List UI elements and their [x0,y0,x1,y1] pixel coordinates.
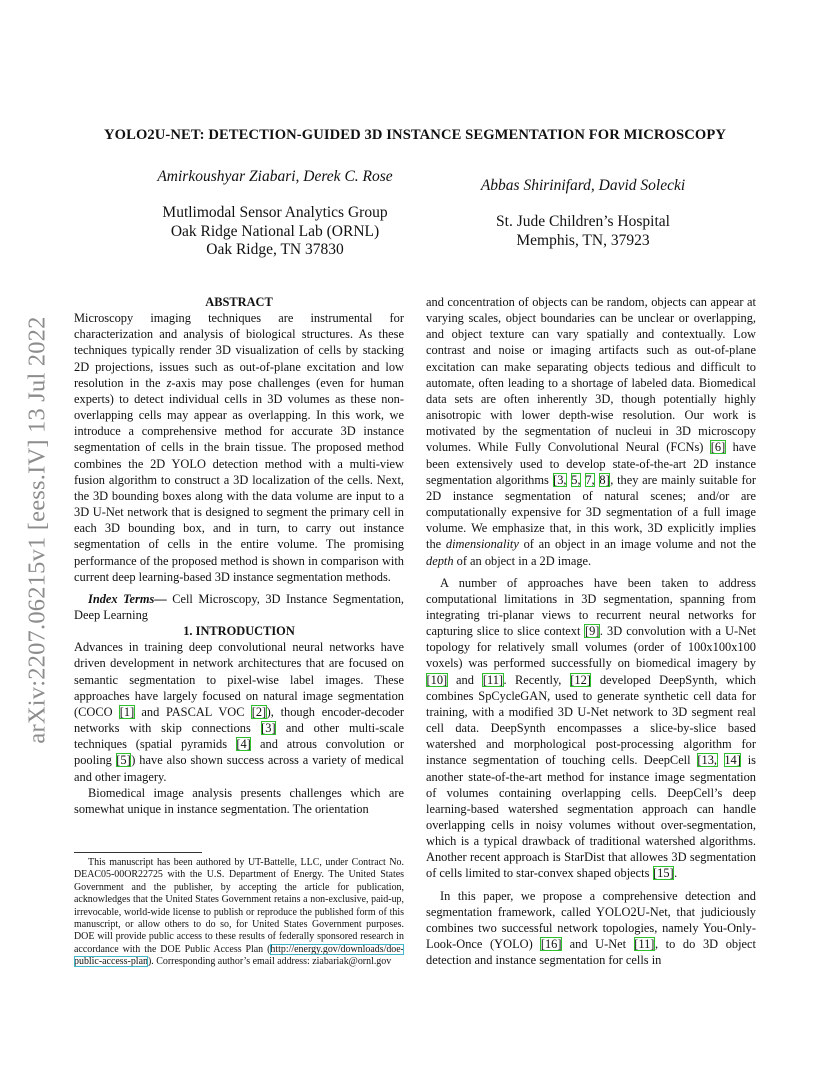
citation-link[interactable]: [4] [236,737,251,752]
citation-link[interactable]: [3, [553,472,567,487]
arxiv-id-text: arXiv:2207.06215v1 [eess.IV] 13 Jul 2022 [24,316,52,744]
citation-link[interactable]: 14] [724,753,741,768]
citation-link[interactable]: [15] [653,866,674,881]
affiliation-line: Mutlimodal Sensor Analytics Group [162,204,388,221]
citation-link[interactable]: [3] [261,721,276,736]
index-terms-label: Index Terms— [88,591,167,606]
author-block-st-jude [418,176,748,250]
citation-link[interactable]: [5] [116,753,131,768]
left-column [74,294,404,817]
introduction-heading: 1. INTRODUCTION [183,624,295,639]
citation-link[interactable]: [11] [482,672,504,687]
citation-link[interactable]: [9] [584,624,600,639]
abstract-heading: ABSTRACT [205,295,273,309]
citation-link[interactable]: 8] [599,472,610,487]
citation-link[interactable]: [10] [426,672,448,687]
intro-paragraph-2-start: Biomedical image analysis presents challenges which are somewhat unique in instance segmentation. The orientation [74,785,404,816]
citation-link[interactable]: [12] [570,672,591,687]
citation-link[interactable]: [1] [119,704,135,719]
citation-link[interactable]: [16] [540,937,562,952]
footnote: This manuscript has been authored by UT-Battelle, LLC, under Contract No. DEAC05-00OR22725 with the U.S. Department of Energy. The United States Government and the publisher, by accepting the article for publication, acknowledges that the United States Government retains a non-exclusive, paid-up, irrevocable, world-wide license to publish or reproduce the published form of this manuscript, or allow others to do so, for United States Government purposes. DOE will provide public access to these results of federally sponsored research in accordance with the DOE Public Access Plan (http://energy.gov/downloads/doe-public-access-plan). Corresponding author’s email address: ziabariak@ornl.gov [74,857,404,968]
doe-public-access-link[interactable]: http://energy.gov/downloads/doe-public-access-plan [74,943,404,968]
affiliation-line: St. Jude Children’s Hospital [496,213,670,230]
affiliation-line: Oak Ridge National Lab (ORNL) [170,222,380,240]
citation-link[interactable]: [6] [710,440,726,455]
citation-link[interactable]: 7, [585,472,595,487]
arxiv-identifier-stamp [18,295,58,765]
index-terms: Index Terms— Cell Microscopy, 3D Instance Segmentation, Deep Learning [74,591,404,622]
affiliation-line: Memphis, TN, 37923 [516,231,650,249]
citation-link[interactable]: 5, [571,472,581,487]
abstract-text: Microscopy imaging techniques are instrumental for characterization and analysis of biological structures. As these techniques typically render 3D visualization of cells by stacking 2D projections, issues such as out-of-plane excitation and low resolution in the z-axis may pose challenges (even for human experts) to detect individual cells in 3D volumes as these non-overlapping cells may appear as overlapping. In this work, we introduce a comprehensive method for accurate 3D instance segmentation of cells in the brain tissue. The proposed method combines the 2D YOLO detection method with a multi-view fusion algorithm to construct a 3D localization of the cells. Next, the 3D bounding boxes along with the data volume are input to a 3D U-Net network that is designed to segment the primary cell in each 3D bounding box, and in turn, to carry out instance segmentation of cells in the entire volume. The promising performance of the proposed method is shown in comparison with current deep learning-based 3D instance segmentation methods. [74,311,404,584]
citation-link[interactable]: [2] [251,704,267,719]
right-column [426,294,756,968]
citation-link[interactable]: [13, [697,753,718,768]
footnote-divider [74,852,202,853]
author-names: Amirkoushyar Ziabari, Derek C. Rose [157,168,393,185]
intro-paragraph-2-cont: and concentration of objects can be random, objects can appear at varying scales, object boundaries can be unclear or overlapping, and object texture can vary spatially and contextually. Low contrast and noise or imaging artifacts such as out-of-plane excitation can make separating objects tedious and difficult to automate, often leading to a shortage of labeled data. Biomedical data sets are often inherently 3D, though potentially highly anisotropic with lower depth-wise resolution. Our work is motivated by the segmentation of nucleui in 3D microscopy volumes. While Fully Convolutional Neural (FCNs) [6] have been extensively used to develop state-of-the-art 2D instance segmentation algorithms [3, 5, 7, 8], they are mainly suitable for 2D instance segmentation of natural scenes; and/or are computationally expensive for 3D segmentation of a full image volume. We emphasize that, in this work, 3D explicitly implies the dimensionality of an object in an image volume and not the depth of an object in a 2D image. [426,295,756,568]
intro-paragraph-3: A number of approaches have been taken to address computational limitations in 3D segmentation, spanning from integrating tri-planar views to recurrent neural networks for capturing slice to slice context [9]. 3D convolution with a U-Net topology for relatively small volumes (order of 100x100x100 voxels) was performed successfully on biomedical imagery by [10] and [11]. Recently, [12] developed DeepSynth, which combines SpCycleGAN, used to generate synthetic cell data for training, with a modified 3D U-Net network to 3D segment real cell data. DeepSynth encompasses a slice-by-slice based watershed and morphological post-processing algorithm for instance segmentation of touching cells. DeepCell [13, 14] is another state-of-the-art method for instance image segmentation of volumes containing overlapping cells. DeepCell’s deep learning-based watershed segmentation approach can handle overlapping cells in noisy volumes without over-segmentation, which is a typical drawback of traditional watershed algorithms. Another recent approach is StarDist that allowes 3D segmentation of cells limited to star-convex shaped objects [15]. [426,575,756,881]
intro-paragraph-1: Advances in training deep convolutional neural networks have driven development in network architectures that are focused on semantic segmentation to pixel-wise label images. These approaches have largely focused on natural image segmentation (COCO [1] and PASCAL VOC [2]), though encoder-decoder networks with skip connections [3] and other multi-scale techniques (spatial pyramids [4] and atrous convolution or pooling [5]) have also shown success across a variety of medical and other imagery. [74,640,404,784]
author-block-ornl [110,167,440,260]
affiliation-line: Oak Ridge, TN 37830 [206,241,344,258]
intro-paragraph-4: In this paper, we propose a comprehensive detection and segmentation framework, called YOLO2U-Net, that judiciously combines two successful network topologies, namely You-Only-Look-Once (YOLO) [16] and U-Net [11], to do 3D object detection and instance segmentation for cells in [426,888,756,968]
citation-link[interactable]: [11] [634,937,655,952]
paper-title: YOLO2U-NET: DETECTION-GUIDED 3D INSTANCE SEGMENTATION FOR MICROSCOPY [104,127,726,143]
author-names: Abbas Shirinifard, David Solecki [480,177,686,194]
